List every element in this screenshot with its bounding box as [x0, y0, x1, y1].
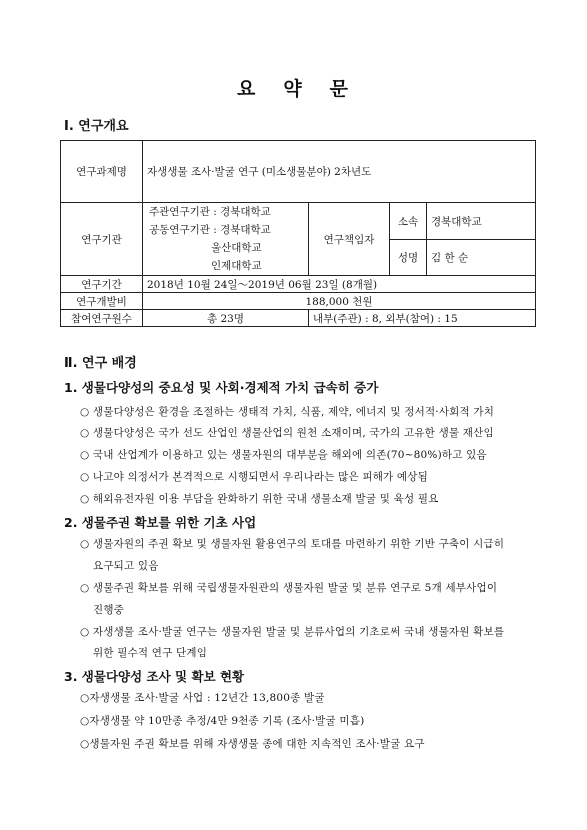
- period-value: 2018년 10월 24일～2019년 06월 23일 (8개월): [143, 276, 536, 293]
- bullet-item: ○생물자원 주권 확보를 위해 자생생물 종에 대한 지속적인 조사·발굴 요구: [80, 738, 425, 750]
- subheading-bio-sovereignty: 2. 생물주권 확보를 위한 기초 사업: [64, 515, 257, 530]
- overview-table: [60, 140, 536, 327]
- bullet-item: ○ 생물주권 확보를 위해 국립생물자원관의 생물자원 발굴 및 분류 연구로 5개 세부사업이: [80, 582, 498, 594]
- staff-detail: 내부(주관) : 8, 외부(참여) : 15: [309, 310, 536, 327]
- title-char: 요: [236, 78, 258, 100]
- joint-institution: 울산대학교: [211, 242, 262, 254]
- project-value: 자생생물 조사·발굴 연구 (미소생물분야) 2차년도: [143, 141, 536, 203]
- section-heading-overview: Ⅰ. 연구개요: [64, 119, 129, 134]
- title-char: 문: [329, 78, 351, 100]
- section-heading-background: Ⅱ. 연구 배경: [64, 356, 137, 371]
- bullet-item: ○ 해외유전자원 이용 부담을 완화하기 위한 국내 생물소재 발굴 및 육성 필요: [80, 493, 439, 505]
- page-title: [0, 74, 587, 101]
- bullet-item: ○ 나고야 의정서가 본격적으로 시행되면서 우리나라는 많은 피해가 예상됨: [80, 471, 428, 483]
- bullet-item: ○자생생물 조사·발굴 사업 : 12년간 13,800종 발굴: [80, 692, 325, 704]
- lead-institution: 주관연구기관 : 경북대학교: [149, 206, 271, 218]
- subheading-biodiversity-value: 1. 생물다양성의 중요성 및 사회·경제적 가치 급속히 증가: [64, 380, 379, 395]
- period-label: 연구기간: [61, 276, 143, 293]
- name-value: 김 한 순: [427, 240, 536, 276]
- staff-total: 총 23명: [143, 310, 309, 327]
- affiliation-label: 소속: [390, 203, 427, 240]
- bullet-item: ○ 생물자원의 주권 확보 및 생물자원 활용연구의 토대를 마련하기 위한 기반 구축이 시급히: [80, 538, 505, 550]
- project-label: 연구과제명: [61, 141, 143, 203]
- institution-label: 연구기관: [61, 203, 143, 276]
- affiliation-value: 경북대학교: [427, 203, 536, 240]
- pi-label: 연구책임자: [309, 203, 390, 276]
- bullet-item: ○ 자생생물 조사·발굴 연구는 생물자원 발굴 및 분류사업의 기초로써 국내 생물자원 확보를: [80, 626, 505, 638]
- bullet-item: ○ 국내 산업계가 이용하고 있는 생물자원의 대부분을 해외에 의존(70~80%)하고 있음: [80, 449, 487, 461]
- budget-label: 연구개발비: [61, 293, 143, 310]
- institution-list: [143, 203, 309, 276]
- joint-institution: 공동연구기관 : 경북대학교: [149, 224, 271, 236]
- bullet-continuation: 진행중: [93, 604, 125, 616]
- bullet-continuation: 요구되고 있음: [93, 560, 159, 572]
- bullet-item: ○ 생물다양성은 국가 선도 산업인 생물산업의 원천 소재이며, 국가의 고유한 생물 재산임: [80, 427, 494, 439]
- name-label: 성명: [390, 240, 427, 276]
- bullet-item: ○자생생물 약 10만종 추정/4만 9천종 기록 (조사·발굴 미흡): [80, 715, 365, 727]
- bullet-continuation: 위한 필수적 연구 단계임: [93, 647, 208, 659]
- joint-institution: 인제대학교: [211, 260, 262, 272]
- bullet-item: ○ 생물다양성은 환경을 조절하는 생태적 가치, 식품, 제약, 에너지 및 정서적·사회적 가치: [80, 406, 495, 418]
- subheading-survey-status: 3. 생물다양성 조사 및 확보 현황: [64, 669, 245, 684]
- staff-label: 참여연구원수: [61, 310, 143, 327]
- title-char: 약: [283, 78, 304, 100]
- budget-value: 188,000 천원: [143, 293, 536, 310]
